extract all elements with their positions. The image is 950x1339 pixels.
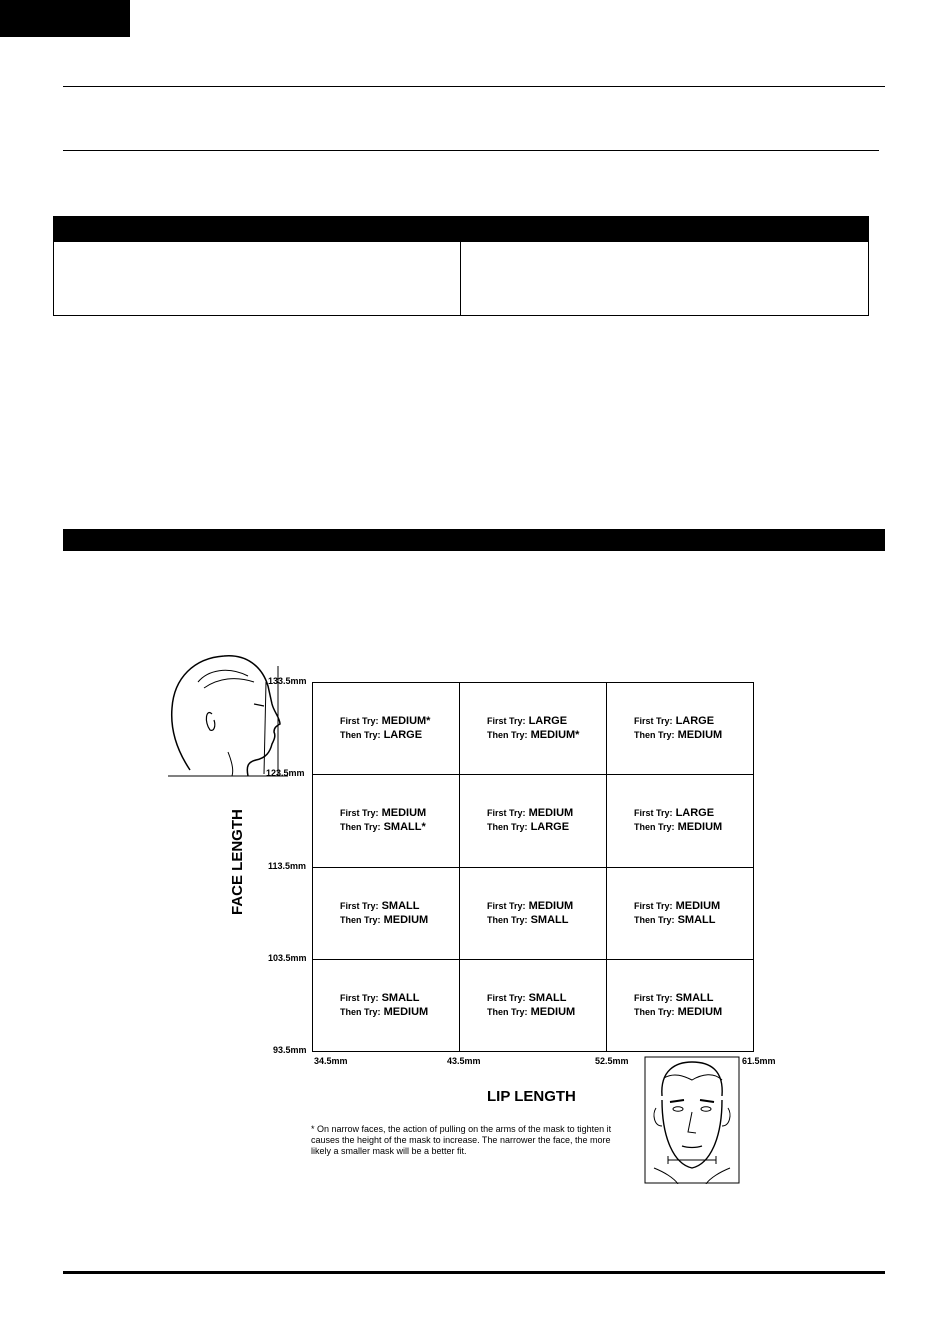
then-try-label: Then Try: <box>634 822 675 832</box>
grid-hline <box>313 959 753 960</box>
y-tick-label: 103.5mm <box>268 953 307 963</box>
then-try-size: MEDIUM <box>677 821 723 833</box>
y-tick-label: 93.5mm <box>273 1045 307 1055</box>
first-try-size: SMALL <box>675 992 714 1004</box>
first-try-label: First Try: <box>487 993 526 1003</box>
grid-cell <box>634 714 722 742</box>
then-try-size: MEDIUM <box>383 1006 429 1018</box>
then-try-size: MEDIUM* <box>530 729 580 741</box>
first-try-label: First Try: <box>340 993 379 1003</box>
then-try-size: MEDIUM <box>530 1006 576 1018</box>
grid-cell <box>634 899 720 927</box>
then-try-size: LARGE <box>530 821 570 833</box>
grid-cell <box>487 899 573 927</box>
footnote: * On narrow faces, the action of pulling on the arms of the mask to tighten it causes the height of the mask to increase. The narrower the face, the more likely a smaller mask will be a better fit. <box>311 1124 612 1156</box>
grid-cell <box>340 806 426 834</box>
then-try-size: SMALL <box>530 914 569 926</box>
header-rule-top <box>63 86 885 87</box>
then-try-size: LARGE <box>383 729 423 741</box>
then-try-label: Then Try: <box>634 730 675 740</box>
y-tick-label: 133.5mm <box>268 676 307 686</box>
x-tick-label: 34.5mm <box>314 1056 348 1066</box>
y-axis-label: FACE LENGTH <box>229 809 246 915</box>
grid-hline <box>313 774 753 775</box>
then-try-label: Then Try: <box>487 822 528 832</box>
grid-cell <box>634 991 722 1019</box>
y-tick-label: 113.5mm <box>268 861 307 871</box>
header-rule-bottom <box>63 150 879 151</box>
grid-cell <box>487 991 575 1019</box>
section-band <box>63 529 885 551</box>
y-tick-label: 123.5mm <box>266 768 305 778</box>
first-try-size: MEDIUM <box>528 807 574 819</box>
face-front-illustration <box>644 1056 740 1184</box>
first-try-label: First Try: <box>340 901 379 911</box>
grid-hline <box>313 867 753 868</box>
footer-rule <box>63 1271 885 1274</box>
then-try-size: MEDIUM <box>677 1006 723 1018</box>
then-try-label: Then Try: <box>634 915 675 925</box>
first-try-label: First Try: <box>634 901 673 911</box>
first-try-size: LARGE <box>675 715 715 727</box>
table-header <box>53 216 869 242</box>
first-try-label: First Try: <box>634 808 673 818</box>
then-try-label: Then Try: <box>340 915 381 925</box>
head-profile-illustration <box>168 652 288 778</box>
grid-cell <box>487 806 573 834</box>
then-try-label: Then Try: <box>340 730 381 740</box>
x-axis-label: LIP LENGTH <box>487 1088 576 1105</box>
then-try-size: SMALL* <box>383 821 426 833</box>
first-try-size: LARGE <box>675 807 715 819</box>
first-try-label: First Try: <box>340 808 379 818</box>
grid-cell <box>487 714 579 742</box>
first-try-size: LARGE <box>528 715 568 727</box>
grid-cell <box>340 899 428 927</box>
first-try-size: SMALL <box>528 992 567 1004</box>
grid-cell <box>340 991 428 1019</box>
grid-cell <box>340 714 430 742</box>
first-try-label: First Try: <box>487 901 526 911</box>
first-try-label: First Try: <box>634 716 673 726</box>
grid-cell <box>634 806 722 834</box>
first-try-size: MEDIUM <box>381 807 427 819</box>
first-try-size: MEDIUM* <box>381 715 431 727</box>
then-try-size: MEDIUM <box>383 914 429 926</box>
then-try-size: SMALL <box>677 914 716 926</box>
first-try-label: First Try: <box>487 808 526 818</box>
then-try-label: Then Try: <box>634 1007 675 1017</box>
table-column-divider <box>460 216 461 316</box>
first-try-size: SMALL <box>381 900 420 912</box>
x-tick-label: 43.5mm <box>447 1056 481 1066</box>
table-body <box>53 242 869 316</box>
x-tick-label: 61.5mm <box>742 1056 776 1066</box>
first-try-label: First Try: <box>487 716 526 726</box>
then-try-label: Then Try: <box>340 1007 381 1017</box>
header-tab <box>0 0 130 37</box>
then-try-size: MEDIUM <box>677 729 723 741</box>
first-try-size: MEDIUM <box>528 900 574 912</box>
then-try-label: Then Try: <box>487 915 528 925</box>
x-tick-label: 52.5mm <box>595 1056 629 1066</box>
first-try-size: SMALL <box>381 992 420 1004</box>
first-try-size: MEDIUM <box>675 900 721 912</box>
then-try-label: Then Try: <box>340 822 381 832</box>
then-try-label: Then Try: <box>487 1007 528 1017</box>
first-try-label: First Try: <box>634 993 673 1003</box>
first-try-label: First Try: <box>340 716 379 726</box>
then-try-label: Then Try: <box>487 730 528 740</box>
